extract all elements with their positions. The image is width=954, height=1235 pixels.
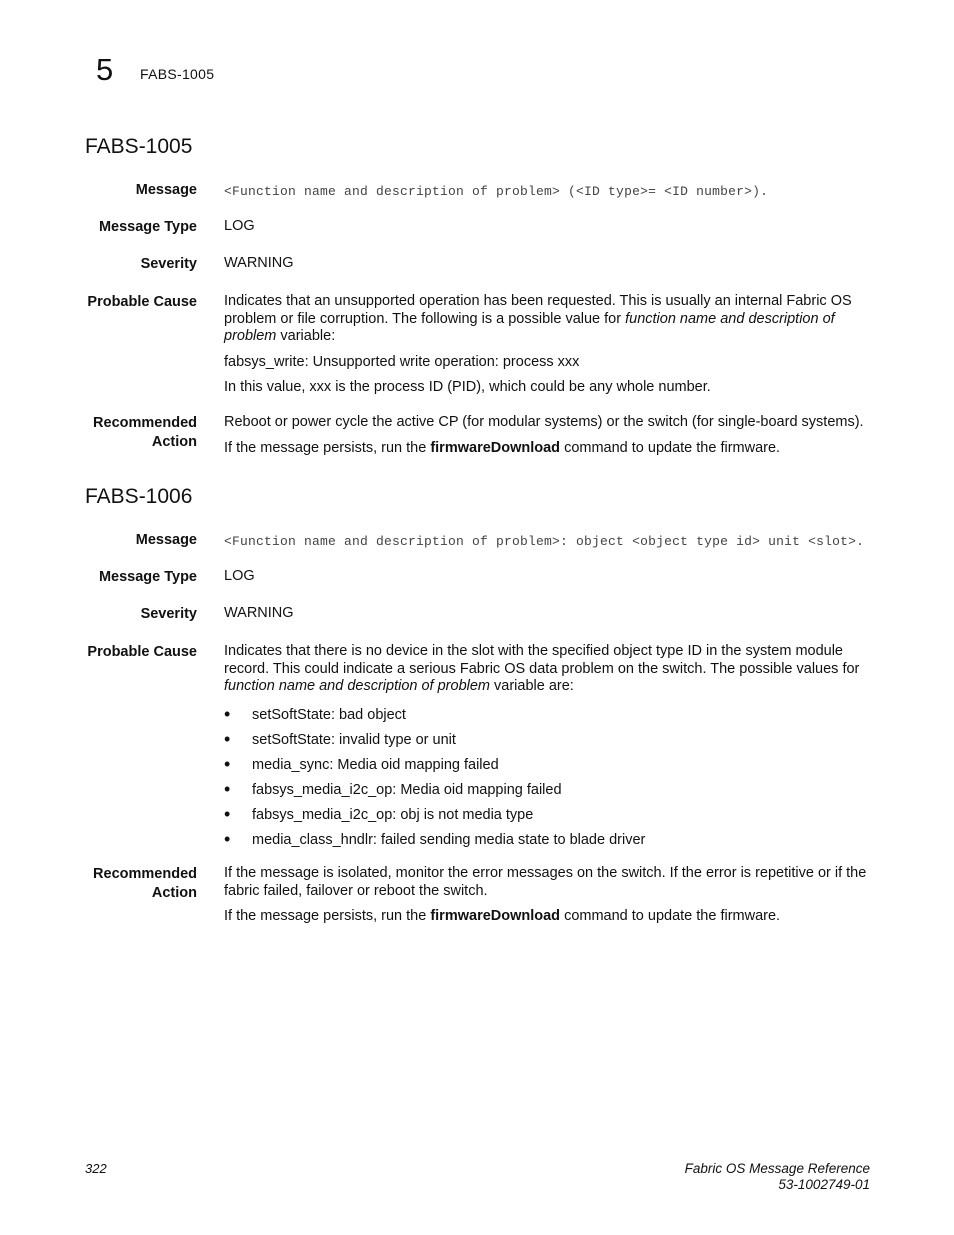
list-item-text: fabsys_media_i2c_op: Media oid mapping failed	[252, 781, 562, 798]
list-item-text: fabsys_media_i2c_op: obj is not media type	[252, 806, 534, 823]
action-text: Reboot or power cycle the active CP (for modular systems) or the switch (for single-board systems).	[224, 414, 864, 430]
list-item	[224, 753, 874, 781]
probable-cause-label: Probable Cause	[87, 644, 197, 660]
label-line-2: Action	[151, 885, 197, 901]
message-type-value: LOG	[224, 568, 255, 584]
severity-value: WARNING	[224, 255, 294, 271]
list-item	[224, 728, 874, 756]
section-title: FABS-1006	[85, 485, 193, 508]
list-item	[224, 778, 874, 806]
severity-value: WARNING	[224, 605, 294, 621]
label-line-2: Action	[151, 434, 197, 450]
severity-label: Severity	[140, 606, 197, 622]
action-text-end: command to update the firmware.	[560, 908, 781, 924]
cause-text: Indicates that there is no device in the slot with the specified object type ID in the system module record. This could indicate a serious Fabric OS data problem on the switch. The possible values for	[224, 643, 860, 677]
list-item	[224, 703, 874, 731]
recommended-action-text	[224, 414, 874, 464]
bullet-icon: •	[224, 803, 231, 824]
message-type-value: LOG	[224, 218, 255, 234]
cause-variable: function name and description of problem	[224, 678, 490, 694]
label-line-1: Recommended	[93, 415, 197, 431]
document-footer	[685, 1161, 870, 1193]
cause-text-end: variable are:	[490, 678, 574, 694]
bullet-icon: •	[224, 728, 231, 749]
recommended-action-label	[47, 414, 197, 452]
cause-text-end: variable:	[276, 328, 336, 344]
probable-cause-label: Probable Cause	[87, 294, 197, 310]
severity-label: Severity	[140, 256, 197, 272]
list-item-text: media_class_hndlr: failed sending media state to blade driver	[252, 831, 646, 848]
cause-variable: function name and description of problem	[224, 310, 835, 344]
cause-example: fabsys_write: Unsupported write operation: process xxx	[224, 353, 580, 370]
list-item	[224, 828, 874, 856]
cause-note: In this value, xxx is the process ID (PID), which could be any whole number.	[224, 379, 711, 395]
document-title: Fabric OS Message Reference	[684, 1161, 870, 1176]
message-text: <Function name and description of problem>: object <object type id> unit <slot>.	[224, 534, 865, 549]
message-type-label: Message Type	[98, 219, 197, 235]
probable-cause-text	[224, 643, 874, 856]
action-text: If the message is isolated, monitor the error messages on the switch. If the error is repetitive or if the fabric failed, failover or reboot the switch.	[224, 865, 867, 899]
recommended-action-label	[47, 865, 197, 903]
action-text-start: If the message persists, run the	[224, 439, 431, 456]
list-item-text: setSoftState: bad object	[252, 706, 406, 723]
list-item-text: setSoftState: invalid type or unit	[252, 731, 456, 748]
message-label: Message	[135, 182, 197, 198]
command-name: firmwareDownload	[430, 908, 561, 924]
recommended-action-text	[224, 865, 874, 933]
bullet-icon: •	[224, 703, 231, 724]
message-type-label: Message Type	[98, 569, 197, 585]
document-number: 53-1002749-01	[778, 1177, 870, 1192]
cause-text: Indicates that an unsupported operation has been requested. This is usually an internal Fabric OS problem or file corruption. The following is a possible value for	[224, 293, 852, 327]
page-number: 322	[85, 1161, 107, 1176]
bullet-icon: •	[224, 753, 231, 774]
section-title: FABS-1005	[85, 135, 193, 158]
list-item-text: media_sync: Media oid mapping failed	[252, 756, 499, 773]
possible-values-list	[224, 703, 874, 856]
label-line-1: Recommended	[93, 866, 197, 882]
bullet-icon: •	[224, 778, 231, 799]
bullet-icon: •	[224, 828, 231, 849]
message-text: <Function name and description of problem> (<ID type>= <ID number>).	[224, 184, 769, 199]
running-head: FABS-1005	[140, 66, 215, 82]
action-text-end: command to update the firmware.	[560, 439, 781, 456]
command-name: firmwareDownload	[430, 439, 561, 456]
message-label: Message	[135, 532, 197, 548]
probable-cause-text	[224, 293, 874, 404]
action-text-start: If the message persists, run the	[224, 908, 431, 924]
list-item	[224, 803, 874, 831]
chapter-number: 5	[96, 52, 114, 87]
